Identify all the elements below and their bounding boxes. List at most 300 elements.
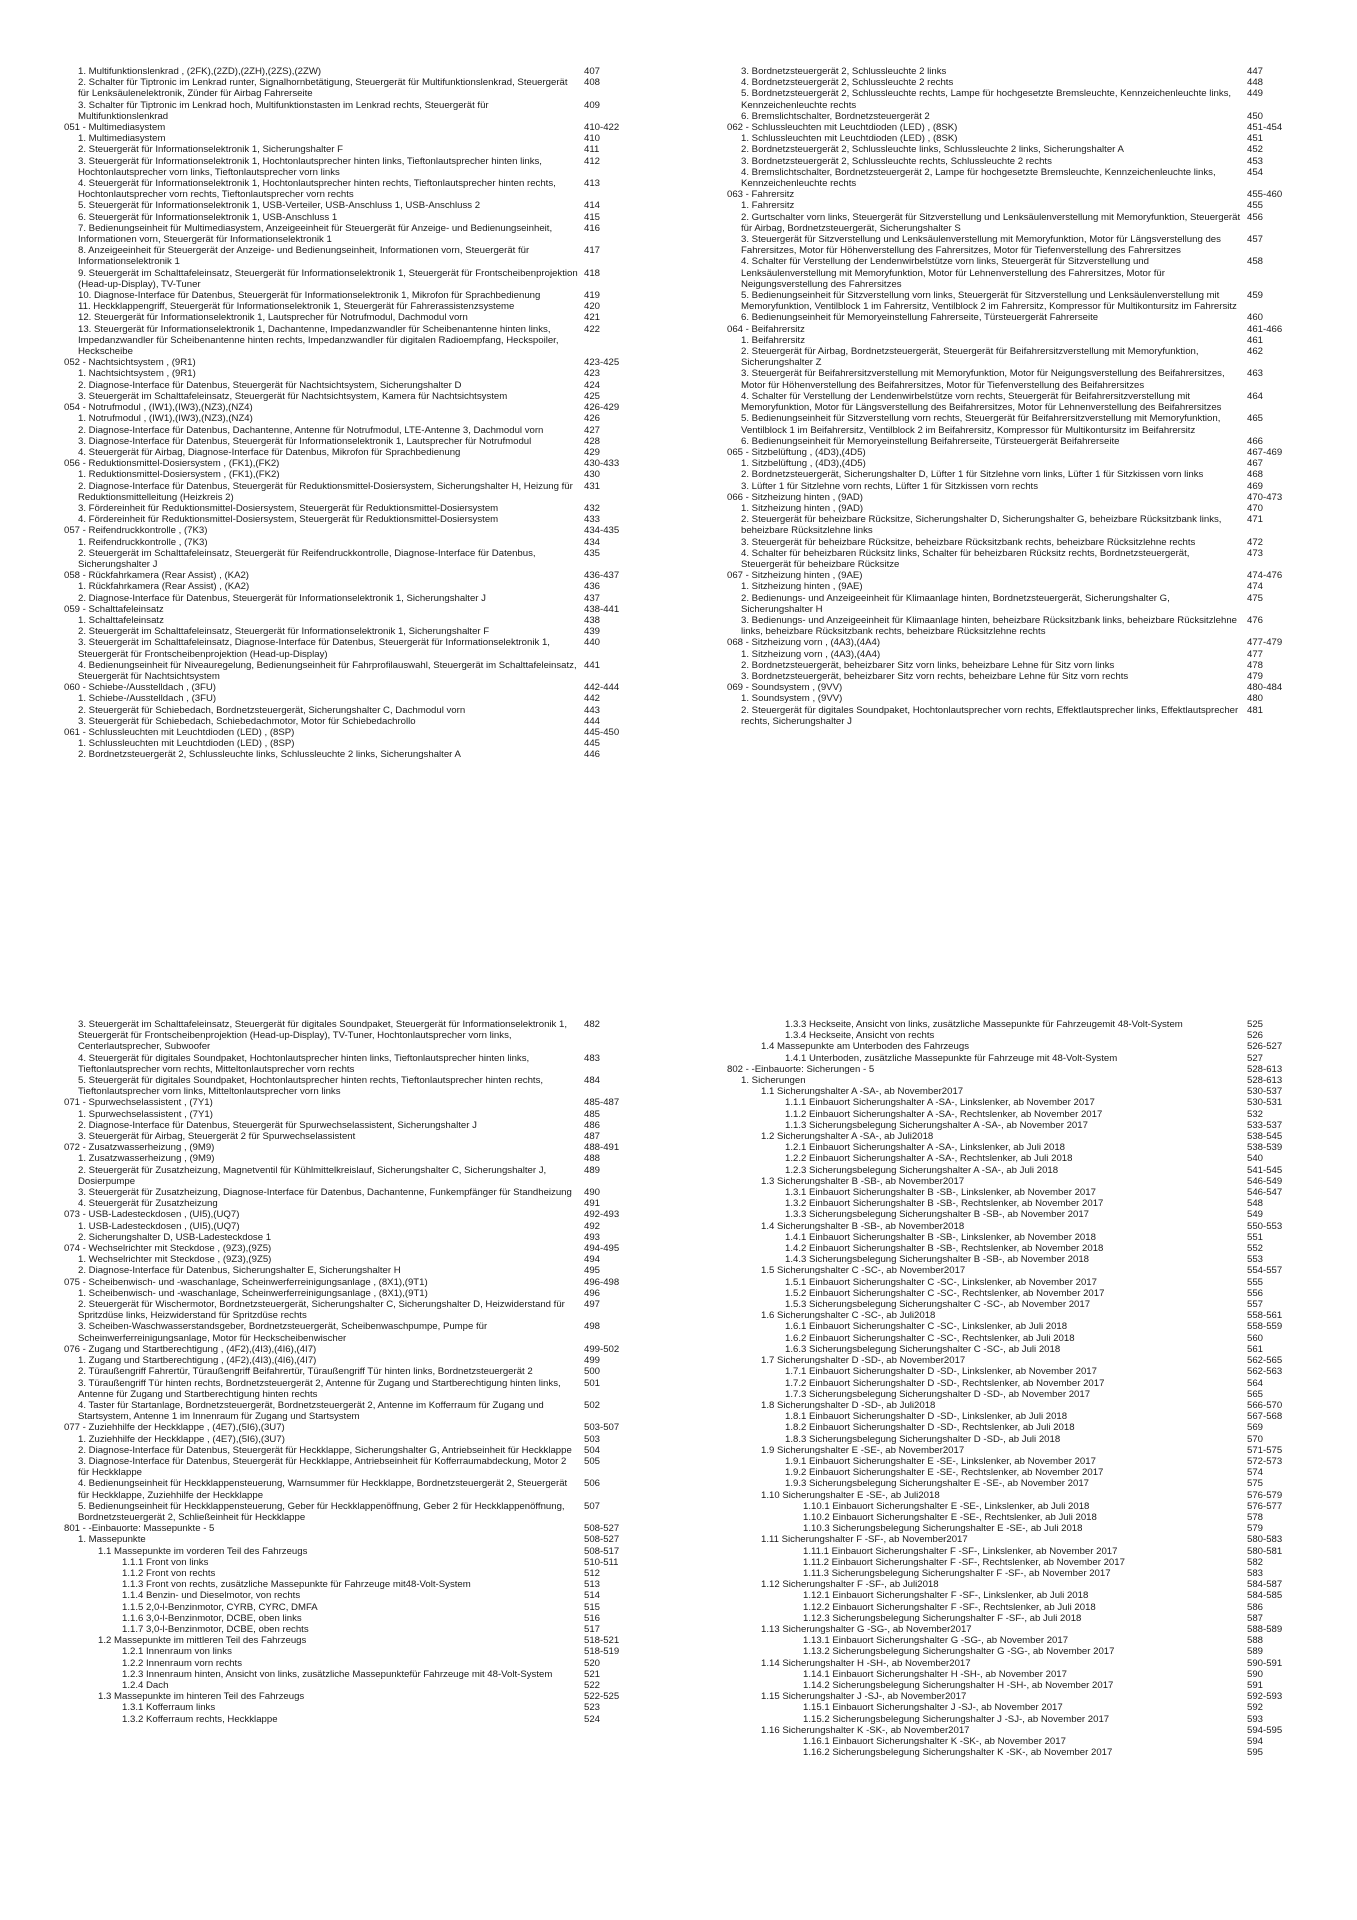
toc-entry-page: 574	[1247, 1467, 1264, 1479]
toc-entry-page: 426	[584, 413, 601, 425]
toc-entry	[64, 1232, 624, 1243]
toc-entry-title: 066 - Sitzheizung hinten , (9AD)	[727, 491, 863, 503]
toc-section-entry	[64, 604, 624, 615]
toc-entry-page: 508-527	[584, 1534, 620, 1546]
toc-entry-page: 431	[584, 480, 601, 492]
toc-entry-page: 456	[1247, 211, 1264, 223]
toc-entry-page: 442	[584, 693, 601, 705]
toc-section-entry	[64, 570, 624, 581]
toc-entry-title: 5. Steuergerät für Informationselektronik 1, USB-Verteiler, USB-Anschluss 1, USB-Anschluss 2	[78, 200, 481, 212]
toc-entry-page: 452	[1247, 144, 1264, 156]
toc-entry	[64, 593, 624, 604]
toc-entry-title: 4. Taster für Startanlage, Bordnetzsteuergerät, Bordnetzsteuergerät 2, Antenne im Kofferraum für Zugang und Startsystem, Antenne 1 im Innenraum für Zugang und Startsystem	[78, 1399, 544, 1423]
toc-entry-page: 548	[1247, 1198, 1264, 1210]
toc-entry-title: 1.11.3 Sicherungsbelegung Sicherungshalter F -SF-, ab November 2017	[803, 1567, 1111, 1579]
toc-entry-title: 1. Sitzheizung hinten , (9AE)	[741, 581, 863, 593]
toc-entry-title: 4. Steuergerät für Airbag, Diagnose-Interface für Datenbus, Mikrofon für Sprachbedienung	[78, 446, 461, 458]
toc-entry	[727, 481, 1287, 492]
toc-entry-page: 499	[584, 1355, 601, 1367]
toc-entry-title: 1.2.3 Innenraum hinten, Ansicht von links, zusätzliche Massepunktefür Fahrzeuge mit 48-Volt-System	[122, 1668, 553, 1680]
toc-entry	[727, 167, 1287, 189]
toc-entry	[727, 212, 1287, 234]
toc-entry-title: 6. Bedienungseinheit für Memoryeinstellung Beifahrerseite, Türsteuergerät Beifahrerseite	[741, 435, 1120, 447]
toc-entry	[727, 1333, 1287, 1344]
toc-entry-title: 1. Sitzheizung vorn , (4A3),(4A4)	[741, 648, 881, 660]
toc-entry-page: 555	[1247, 1276, 1264, 1288]
toc-entry-page: 525	[1247, 1019, 1264, 1030]
toc-entry	[727, 1725, 1287, 1736]
toc-entry-page: 475	[1247, 592, 1264, 604]
toc-entry-title: 3. Steuergerät für beheizbare Rücksitze, beheizbare Rücksitzbank rechts, beheizbare Rücksitzlehne rechts	[741, 536, 1196, 548]
toc-entry	[727, 66, 1287, 77]
toc-entry-page: 514	[584, 1590, 601, 1602]
toc-entry-page: 435	[584, 547, 601, 559]
toc-entry-title: 2. Steuergerät für Zusatzheizung, Magnetventil für Kühlmittelkreislauf, Sicherungshalter C, Sicherungshalter J, Dosierpumpe	[78, 1164, 547, 1187]
toc-entry	[727, 1165, 1287, 1176]
toc-entry-title: 072 - Zusatzwasserheizung , (9M9)	[64, 1142, 215, 1154]
toc-entry-title: 2. Bordnetzsteuergerät 2, Schlussleuchte links, Schlussleuchte 2 links, Sicherungshalter A	[78, 749, 461, 761]
toc-entry-title: 3. Steuergerät für Sitzverstellung und Lenksäulenverstellung mit Memoryfunktion, Motor für Längsverstellung des Fahrersitzes, Motor für Höhenverstellung des Fahrersitzes, Motor für Tiefenverstellung des Fahrersitzes	[741, 234, 1221, 257]
toc-entry	[727, 1422, 1287, 1433]
toc-section-entry	[727, 122, 1287, 133]
toc-entry-title: 6. Bedienungseinheit für Memoryeinstellung Fahrerseite, Türsteuergerät Fahrerseite	[741, 312, 1099, 324]
toc-entry	[727, 1512, 1287, 1523]
toc-entry-page: 422	[584, 323, 601, 335]
toc-section-entry	[727, 1064, 1287, 1075]
toc-entry-page: 455	[1247, 200, 1264, 212]
toc-entry	[727, 436, 1287, 447]
toc-entry-title: 1.12.3 Sicherungsbelegung Sicherungshalter F -SF-, ab Juli 2018	[803, 1612, 1082, 1624]
toc-section-entry	[64, 357, 624, 368]
toc-section-entry	[727, 492, 1287, 503]
toc-entry-title: 1.1.7 3,0-l-Benzinmotor, DCBE, oben rechts	[122, 1623, 309, 1635]
toc-entry-page: 500	[584, 1366, 601, 1378]
toc-entry	[64, 447, 624, 458]
toc-entry-title: 1.14.1 Einbauort Sicherungshalter H -SH-, ab November 2017	[803, 1668, 1067, 1680]
toc-entry	[727, 693, 1287, 704]
toc-entry	[727, 1568, 1287, 1579]
toc-entry-page: 561	[1247, 1343, 1264, 1355]
toc-entry-title: 060 - Schiebe-/Ausstelldach , (3FU)	[64, 682, 216, 694]
toc-entry-title: 1.4.2 Einbauort Sicherungshalter B -SB-, Rechtslenker, ab November 2018	[785, 1243, 1104, 1255]
toc-entry	[64, 514, 624, 525]
toc-entry-page: 557	[1247, 1299, 1264, 1311]
toc-entry-title: 1.9 Sicherungshalter E -SE-, ab November2017	[761, 1444, 965, 1456]
toc-entry-title: 2. Diagnose-Interface für Datenbus, Sicherungshalter E, Sicherungshalter H	[78, 1265, 401, 1277]
toc-entry-title: 1.7 Sicherungshalter D -SD-, ab November2017	[761, 1355, 966, 1367]
toc-entry-page: 552	[1247, 1243, 1264, 1255]
toc-entry-page: 583	[1247, 1567, 1264, 1579]
toc-entry	[727, 1467, 1287, 1478]
toc-entry	[64, 1680, 624, 1691]
toc-entry-title: 063 - Fahrersitz	[727, 189, 795, 201]
toc-entry-title: 061 - Schlussleuchten mit Leuchtdioden (LED) , (8SP)	[64, 726, 295, 738]
toc-entry-page: 432	[584, 502, 601, 514]
toc-entry	[727, 111, 1287, 122]
toc-entry-title: 1.8.2 Einbauort Sicherungshalter D -SD-, Rechtslenker, ab Juli 2018	[785, 1422, 1075, 1434]
toc-entry	[727, 514, 1287, 536]
toc-entry-title: 8. Anzeigeeinheit für Steuergerät der Anzeige- und Bedienungseinheit, Informationen vorn, Steuergerät für Informationselektronik 1	[78, 245, 530, 268]
toc-entry-page: 567-568	[1247, 1411, 1283, 1423]
toc-entry	[64, 100, 624, 122]
toc-entry-page: 466	[1247, 435, 1264, 447]
toc-entry	[64, 1456, 624, 1478]
toc-entry-title: 11. Heckklappengriff, Steuergerät für Informationselektronik 1, Steuergerät für Fahrerassistenzsysteme	[78, 301, 515, 313]
toc-entry-page: 457	[1247, 234, 1264, 246]
toc-entry-title: 1.1.3 Front von rechts, zusätzliche Massepunkte für Fahrzeuge mit48-Volt-System	[122, 1579, 471, 1591]
toc-entry-title: 1. Rückfahrkamera (Rear Assist) , (KA2)	[78, 581, 250, 593]
toc-entry	[64, 1120, 624, 1131]
toc-entry	[64, 1434, 624, 1445]
toc-entry	[64, 1109, 624, 1120]
toc-entry-page: 417	[584, 245, 601, 257]
toc-entry-title: 13. Steuergerät für Informationselektronik 1, Dachantenne, Impedanzwandler für Scheibenantenne hinten links, Impedanzwandler für Scheibenantenne hinten rechts, Impedanzwandler für digitalen Radioempfang, Heckspoiler, Heckscheibe	[78, 323, 559, 358]
toc-entry-title: 2. Steuergerät für Airbag, Bordnetzsteuergerät, Steuergerät für Beifahrersitzverstellung mit Memoryfunktion, Sicherungshalter Z	[741, 346, 1199, 369]
toc-entry-title: 2. Bordnetzsteuergerät, beheizbarer Sitz vorn links, beheizbare Lehne für Sitz vorn links	[741, 659, 1115, 671]
toc-entry-title: 801 - -Einbauorte: Massepunkte - 5	[64, 1523, 215, 1535]
toc-entry	[64, 391, 624, 402]
toc-entry-title: 1. Reifendruckkontrolle , (7K3)	[78, 536, 208, 548]
toc-entry-page: 455-460	[1247, 189, 1283, 201]
toc-entry-page: 595	[1247, 1747, 1264, 1759]
toc-entry-title: 1.13.1 Einbauort Sicherungshalter G -SG-, ab November 2017	[803, 1635, 1069, 1647]
toc-entry	[64, 1646, 624, 1657]
toc-entry	[727, 346, 1287, 368]
toc-entry	[727, 1097, 1287, 1108]
toc-entry-title: 4. Steuergerät für Informationselektronik 1, Hochtonlautsprecher hinten rechts, Tieftonlautsprecher hinten rechts, Hochtonlautsprecher vorn rechts, Tieftonlautsprecher vorn rechts	[78, 178, 556, 201]
toc-entry	[727, 1142, 1287, 1153]
toc-entry-title: 1.10 Sicherungshalter E -SE-, ab Juli2018	[761, 1489, 940, 1501]
toc-entry-page: 584-587	[1247, 1579, 1283, 1591]
toc-entry-title: 5. Bedienungseinheit für Heckklappensteuerung, Geber für Heckklappenöffnung, Geber 2 für Heckklappenöffnung, Bordnetzsteuergerät 2, Schließeinheit für Heckklappe	[78, 1500, 565, 1523]
toc-entry-title: 1.11.2 Einbauort Sicherungshalter F -SF-, Rechtslenker, ab November 2017	[803, 1556, 1125, 1568]
toc-entry-page: 518-521	[584, 1635, 620, 1647]
toc-entry	[727, 1445, 1287, 1456]
toc-entry-page: 504	[584, 1444, 601, 1456]
toc-entry	[64, 133, 624, 144]
toc-entry	[64, 212, 624, 223]
toc-entry-page: 424	[584, 379, 601, 391]
toc-entry-page: 459	[1247, 290, 1264, 302]
toc-entry-page: 526-527	[1247, 1041, 1283, 1053]
toc-entry-page: 590	[1247, 1668, 1264, 1680]
toc-entry-title: 065 - Sitzbelüftung , (4D3),(4D5)	[727, 446, 866, 458]
toc-entry-page: 495	[584, 1265, 601, 1277]
toc-entry-title: 5. Bedienungseinheit für Sitzverstellung vorn rechts, Steuergerät für Beifahrersitzverstellung mit Memoryfunktion, Ventilblock 1 im Beifahrersitz, Ventilblock 2 im Beifahrersitz, Kompressor für Multikontursitz im Beifahrersitz	[741, 413, 1221, 436]
toc-entry-title: 1.3.1 Einbauort Sicherungshalter B -SB-, Linkslenker, ab November 2017	[785, 1187, 1096, 1199]
toc-entry-title: 1.1.2 Front von rechts	[122, 1567, 216, 1579]
toc-entry-page: 569	[1247, 1422, 1264, 1434]
toc-entry-title: 1.1.1 Einbauort Sicherungshalter A -SA-, Linkslenker, ab November 2017	[785, 1097, 1095, 1109]
toc-entry-title: 1.4.1 Einbauort Sicherungshalter B -SB-, Linkslenker, ab November 2018	[785, 1231, 1096, 1243]
toc-entry-title: 3. Diagnose-Interface für Datenbus, Steuergerät für Heckklappe, Antriebseinheit für Kofferraumabdeckung, Motor 2 für Heckklappe	[78, 1455, 567, 1479]
toc-entry-title: 1.1.4 Benzin- und Dieselmotor, von rechts	[122, 1590, 301, 1602]
toc-section-entry	[727, 637, 1287, 648]
toc-entry	[727, 391, 1287, 413]
toc-entry-title: 054 - Notrufmodul , (IW1),(IW3),(NZ3),(NZ4)	[64, 402, 253, 414]
toc-entry	[727, 705, 1287, 727]
toc-entry-title: 1. Sicherungen	[741, 1075, 806, 1087]
toc-entry-page: 479	[1247, 670, 1264, 682]
toc-entry-title: 058 - Rückfahrkamera (Rear Assist) , (KA2)	[64, 570, 250, 582]
toc-entry	[727, 1590, 1287, 1601]
toc-entry-page: 580-581	[1247, 1545, 1283, 1557]
toc-entry	[64, 1546, 624, 1557]
toc-entry-title: 10. Diagnose-Interface für Datenbus, Steuergerät für Informationselektronik 1, Mikrofon für Sprachbedienung	[78, 290, 541, 302]
toc-entry-title: 1.16.1 Einbauort Sicherungshalter K -SK-, ab November 2017	[803, 1736, 1066, 1747]
toc-entry-page: 414	[584, 200, 601, 212]
toc-entry-title: 1. Soundsystem , (9VV)	[741, 693, 843, 705]
toc-entry	[727, 1557, 1287, 1568]
toc-entry	[64, 660, 624, 682]
toc-entry-title: 1.6 Sicherungshalter C -SC-, ab Juli2018	[761, 1310, 936, 1322]
toc-entry-page: 419	[584, 290, 601, 302]
toc-entry	[727, 234, 1287, 256]
toc-entry	[64, 1321, 624, 1343]
toc-entry-title: 071 - Spurwechselassistent , (7Y1)	[64, 1097, 213, 1109]
toc-entry-page: 485	[584, 1108, 601, 1120]
toc-entry-page: 508-527	[584, 1523, 620, 1535]
toc-entry-title: 2. Diagnose-Interface für Datenbus, Steuergerät für Informationselektronik 1, Sicherungshalter J	[78, 592, 486, 604]
toc-entry-page: 538-539	[1247, 1142, 1283, 1154]
toc-entry	[64, 1691, 624, 1702]
toc-entry-page: 532	[1247, 1108, 1264, 1120]
toc-entry-page: 430-433	[584, 458, 620, 470]
toc-entry-title: 069 - Soundsystem , (9VV)	[727, 682, 843, 694]
toc-entry-page: 454	[1247, 166, 1264, 178]
toc-entry-title: 077 - Zuziehhilfe der Heckklappe , (4E7),(5I6),(3U7)	[64, 1422, 285, 1434]
toc-entry-page: 558-561	[1247, 1310, 1283, 1322]
toc-entry-title: 4. Bordnetzsteuergerät 2, Schlussleuchte 2 rechts	[741, 77, 954, 89]
toc-entry-title: 1.2.3 Sicherungsbelegung Sicherungshalter A -SA-, ab Juli 2018	[785, 1164, 1059, 1176]
toc-entry	[727, 1411, 1287, 1422]
toc-entry	[64, 1602, 624, 1613]
toc-entry-title: 1.6.1 Einbauort Sicherungshalter C -SC-, Linkslenker, ab Juli 2018	[785, 1321, 1068, 1333]
toc-entry-page: 501	[584, 1377, 601, 1389]
toc-entry-title: 1.9.3 Sicherungsbelegung Sicherungshalter E -SE-, ab November 2017	[785, 1478, 1089, 1490]
toc-entry-page: 426-429	[584, 402, 620, 414]
toc-entry-page: 482	[584, 1019, 601, 1030]
toc-entry-page: 505	[584, 1455, 601, 1467]
toc-entry	[64, 1557, 624, 1568]
toc-entry	[727, 1030, 1287, 1041]
toc-entry-page: 522-525	[584, 1691, 620, 1703]
toc-entry-title: 1. Massepunkte	[78, 1534, 146, 1546]
toc-entry-title: 3. Steuergerät für Informationselektronik 1, Hochtonlautsprecher hinten links, Tieftonlautsprecher hinten links, Hochtonlautsprecher vorn links, Tieftonlautsprecher vorn links	[78, 155, 542, 178]
toc-entry-title: 2. Steuergerät im Schalttafeleinsatz, Steuergerät für Informationselektronik 1, Sicherungshalter F	[78, 626, 490, 638]
toc-entry	[64, 1624, 624, 1635]
toc-section-entry	[64, 1142, 624, 1153]
toc-entry	[64, 1019, 624, 1053]
toc-entry	[64, 749, 624, 760]
toc-entry-page: 450	[1247, 110, 1264, 122]
toc-entry	[727, 1053, 1287, 1064]
toc-entry-title: 1.2 Massepunkte im mittleren Teil des Fahrzeugs	[98, 1635, 307, 1647]
toc-section-entry	[64, 1344, 624, 1355]
toc-entry	[727, 615, 1287, 637]
toc-entry-page: 546-547	[1247, 1187, 1283, 1199]
toc-section-entry	[64, 458, 624, 469]
toc-entry-title: 1.12.1 Einbauort Sicherungshalter F -SF-, Linkslenker, ab Juli 2018	[803, 1590, 1089, 1602]
toc-section-entry	[64, 525, 624, 536]
toc-entry-title: 1.1.1 Front von links	[122, 1556, 209, 1568]
toc-entry	[64, 413, 624, 424]
toc-entry-title: 1.4.1 Unterboden, zusätzliche Massepunkte für Fahrzeuge mit 48-Volt-System	[785, 1052, 1118, 1064]
toc-entry-title: 1. Multifunktionslenkrad , (2FK),(2ZD),(2ZH),(2ZS),(2ZW)	[78, 66, 322, 77]
toc-entry-page: 506	[584, 1478, 601, 1490]
toc-entry	[64, 1366, 624, 1377]
toc-entry-page: 416	[584, 222, 601, 234]
toc-entry-title: 051 - Multimediasystem	[64, 122, 166, 134]
toc-entry-page: 496	[584, 1287, 601, 1299]
toc-entry-page: 411	[584, 144, 600, 156]
toc-entry-title: 1. Notrufmodul , (IW1),(IW3),(NZ3),(NZ4)	[78, 413, 253, 425]
toc-entry-page: 590-591	[1247, 1657, 1283, 1669]
toc-entry	[727, 413, 1287, 435]
toc-entry	[727, 335, 1287, 346]
toc-section-entry	[64, 1097, 624, 1108]
toc-entry-title: 074 - Wechselrichter mit Steckdose , (9Z3),(9Z5)	[64, 1243, 272, 1255]
toc-entry-page: 413	[584, 178, 601, 190]
toc-entry-page: 520	[584, 1657, 601, 1669]
toc-entry-page: 562-563	[1247, 1366, 1283, 1378]
toc-entry	[727, 1523, 1287, 1534]
toc-entry-page: 553	[1247, 1254, 1264, 1266]
toc-entry-page: 508-517	[584, 1545, 620, 1557]
toc-entry-title: 1. Scheibenwisch- und -waschanlage, Scheinwerferreinigungsanlage , (8X1),(9T1)	[78, 1287, 428, 1299]
toc-entry	[727, 581, 1287, 592]
toc-entry	[64, 1288, 624, 1299]
toc-entry-page: 471	[1247, 514, 1264, 526]
toc-entry	[727, 77, 1287, 88]
toc-entry-title: 1.13 Sicherungshalter G -SG-, ab November2017	[761, 1623, 972, 1635]
toc-section-entry	[727, 324, 1287, 335]
toc-entry	[64, 1534, 624, 1545]
toc-entry-page: 588	[1247, 1635, 1264, 1647]
toc-entry-page: 451-454	[1247, 122, 1283, 134]
toc-section-entry	[727, 447, 1287, 458]
toc-entry-page: 594	[1247, 1736, 1264, 1747]
toc-entry-page: 473	[1247, 547, 1264, 559]
toc-entry-title: 1.1 Massepunkte im vorderen Teil des Fahrzeugs	[98, 1545, 308, 1557]
toc-entry-title: 1.3 Massepunkte im hinteren Teil des Fahrzeugs	[98, 1691, 305, 1703]
toc-entry-title: 2. Türaußengriff Fahrertür, Türaußengriff Beifahrertür, Türaußengriff Tür hinten links, Bordnetzsteuergerät 2	[78, 1366, 533, 1378]
toc-entry-title: 9. Steuergerät im Schalttafeleinsatz, Steuergerät für Informationselektronik 1, Steuergerät für Frontscheibenprojektion (Head-up-Display), TV-Tuner	[78, 267, 578, 290]
toc-entry-title: 2. Gurtschalter vorn links, Steuergerät für Sitzverstellung und Lenksäulenverstellung mit Memoryfunktion, Steuergerät für Airbag, Bordnetzsteuergerät, Sicherungshalter S	[741, 211, 1241, 234]
toc-entry-page: 445	[584, 738, 601, 750]
toc-entry	[727, 1321, 1287, 1332]
toc-entry-title: 1.1 Sicherungshalter A -SA-, ab November2017	[761, 1086, 964, 1098]
toc-entry-page: 438	[584, 614, 601, 626]
toc-entry-title: 1.2 Sicherungshalter A -SA-, ab Juli2018	[761, 1131, 934, 1143]
toc-entry-title: 1.3.2 Einbauort Sicherungshalter B -SB-, Rechtslenker, ab November 2017	[785, 1198, 1104, 1210]
toc-entry	[727, 503, 1287, 514]
toc-entry-page: 530-537	[1247, 1086, 1283, 1098]
toc-entry	[64, 738, 624, 749]
toc-entry-title: 1. Zusatzwasserheizung , (9M9)	[78, 1153, 215, 1165]
toc-entry-page: 571-575	[1247, 1444, 1283, 1456]
toc-entry	[727, 593, 1287, 615]
toc-entry-title: 1. Schiebe-/Ausstelldach , (3FU)	[78, 693, 217, 705]
toc-entry	[727, 1221, 1287, 1232]
toc-entry-page: 481	[1247, 704, 1264, 716]
toc-entry-page: 528-613	[1247, 1075, 1283, 1087]
toc-entry	[727, 1635, 1287, 1646]
toc-entry-title: 1.10.2 Einbauort Sicherungshalter E -SE-, Rechtslenker, ab Juli 2018	[803, 1511, 1097, 1523]
toc-entry-page: 480-484	[1247, 682, 1283, 694]
toc-entry-page: 439	[584, 626, 601, 638]
toc-entry	[64, 368, 624, 379]
toc-entry-page: 587	[1247, 1612, 1264, 1624]
toc-entry	[727, 1120, 1287, 1131]
toc-entry-page: 586	[1247, 1601, 1264, 1613]
toc-entry-title: 802 - -Einbauorte: Sicherungen - 5	[727, 1063, 875, 1075]
toc-entry-title: 1. Zuziehhilfe der Heckklappe , (4E7),(5I6),(3U7)	[78, 1433, 285, 1445]
toc-entry	[64, 290, 624, 301]
toc-entry	[64, 469, 624, 480]
toc-entry-page: 551	[1247, 1231, 1264, 1243]
toc-entry	[727, 144, 1287, 155]
toc-entry	[64, 581, 624, 592]
toc-entry-title: 3. Türaußengriff Tür hinten rechts, Bordnetzsteuergerät 2, Antenne für Zugang und Startberechtigung hinten links, Antenne für Zugang und Startberechtigung hinten rechts	[78, 1377, 561, 1400]
toc-entry-title: 1.6.3 Sicherungsbelegung Sicherungshalter C -SC-, ab Juli 2018	[785, 1343, 1061, 1355]
toc-entry	[727, 1646, 1287, 1657]
toc-entry-page: 533-537	[1247, 1119, 1283, 1131]
toc-entry-page: 549	[1247, 1209, 1264, 1221]
toc-entry-title: 1. Wechselrichter mit Steckdose , (9Z3),(9Z5)	[78, 1254, 272, 1266]
toc-entry-title: 3. Bedienungs- und Anzeigeeinheit für Klimaanlage hinten, beheizbare Rücksitzbank links, beheizbare Rücksitzlehne links, beheizbare Rücksitzbank rechts, beheizbare Rücksitzlehne rechts	[741, 614, 1237, 638]
toc-entry-page: 410	[584, 133, 601, 145]
toc-entry-page: 436-437	[584, 570, 620, 582]
toc-entry	[727, 1624, 1287, 1635]
toc-entry	[727, 1187, 1287, 1198]
toc-entry-title: 1.4 Massepunkte am Unterboden des Fahrzeugs	[761, 1041, 969, 1053]
toc-entry	[727, 1490, 1287, 1501]
toc-entry-page: 415	[584, 211, 601, 223]
toc-entry	[64, 156, 624, 178]
toc-entry-title: 1.2.2 Innenraum vorn rechts	[122, 1657, 242, 1669]
toc-entry-title: 2. Steuergerät für beheizbare Rücksitze, Sicherungshalter D, Sicherungshalter G, beheizbare Rücksitzbank links, beheizbare Rücksitzlehne links	[741, 514, 1222, 537]
toc-entry-page: 488	[584, 1153, 601, 1165]
toc-entry	[727, 1254, 1287, 1265]
toc-entry-title: 3. Steuergerät für Beifahrersitzverstellung mit Memoryfunktion, Motor für Neigungsverstellung des Beifahrersitzes, Motor für Höhenverstellung des Beifahrersitzes, Motor für Tiefenverstellung des Beifahrersitzes	[741, 368, 1225, 391]
toc-entry-page: 498	[584, 1321, 601, 1333]
toc-entry	[727, 1086, 1287, 1097]
toc-section-entry	[64, 1422, 624, 1433]
toc-entry-page: 429	[584, 446, 601, 458]
toc-entry	[727, 1344, 1287, 1355]
toc-entry-page: 570	[1247, 1433, 1264, 1445]
toc-entry-title: 1.9.2 Einbauort Sicherungshalter E -SE-, Rechtslenker, ab November 2017	[785, 1467, 1104, 1479]
toc-entry-title: 057 - Reifendruckkontrolle , (7K3)	[64, 525, 208, 537]
toc-entry	[64, 1613, 624, 1624]
toc-entry-page: 538-545	[1247, 1131, 1283, 1143]
toc-section-entry	[64, 1243, 624, 1254]
toc-entry-title: 5. Steuergerät für digitales Soundpaket, Hochtonlautsprecher hinten rechts, Tieftonlautsprecher hinten rechts, Tieftonlautsprecher vorn links, Mitteltonlautsprecher vorn links	[78, 1075, 544, 1098]
toc-entry-title: 3. Bordnetzsteuergerät 2, Schlussleuchte rechts, Schlussleuchte 2 rechts	[741, 155, 1052, 167]
toc-entry-page: 572-573	[1247, 1455, 1283, 1467]
toc-entry-title: 1.4 Sicherungshalter B -SB-, ab November2018	[761, 1220, 965, 1232]
toc-entry-page: 428	[584, 435, 601, 447]
toc-entry-page: 530-531	[1247, 1097, 1283, 1109]
toc-entry	[727, 548, 1287, 570]
toc-entry	[727, 200, 1287, 211]
toc-entry-title: 1. Multimediasystem	[78, 133, 166, 145]
toc-entry	[727, 1109, 1287, 1120]
toc-entry	[727, 256, 1287, 290]
toc-entry-page: 527	[1247, 1052, 1264, 1064]
toc-entry-title: 1.7.3 Sicherungsbelegung Sicherungshalter D -SD-, ab November 2017	[785, 1388, 1091, 1400]
